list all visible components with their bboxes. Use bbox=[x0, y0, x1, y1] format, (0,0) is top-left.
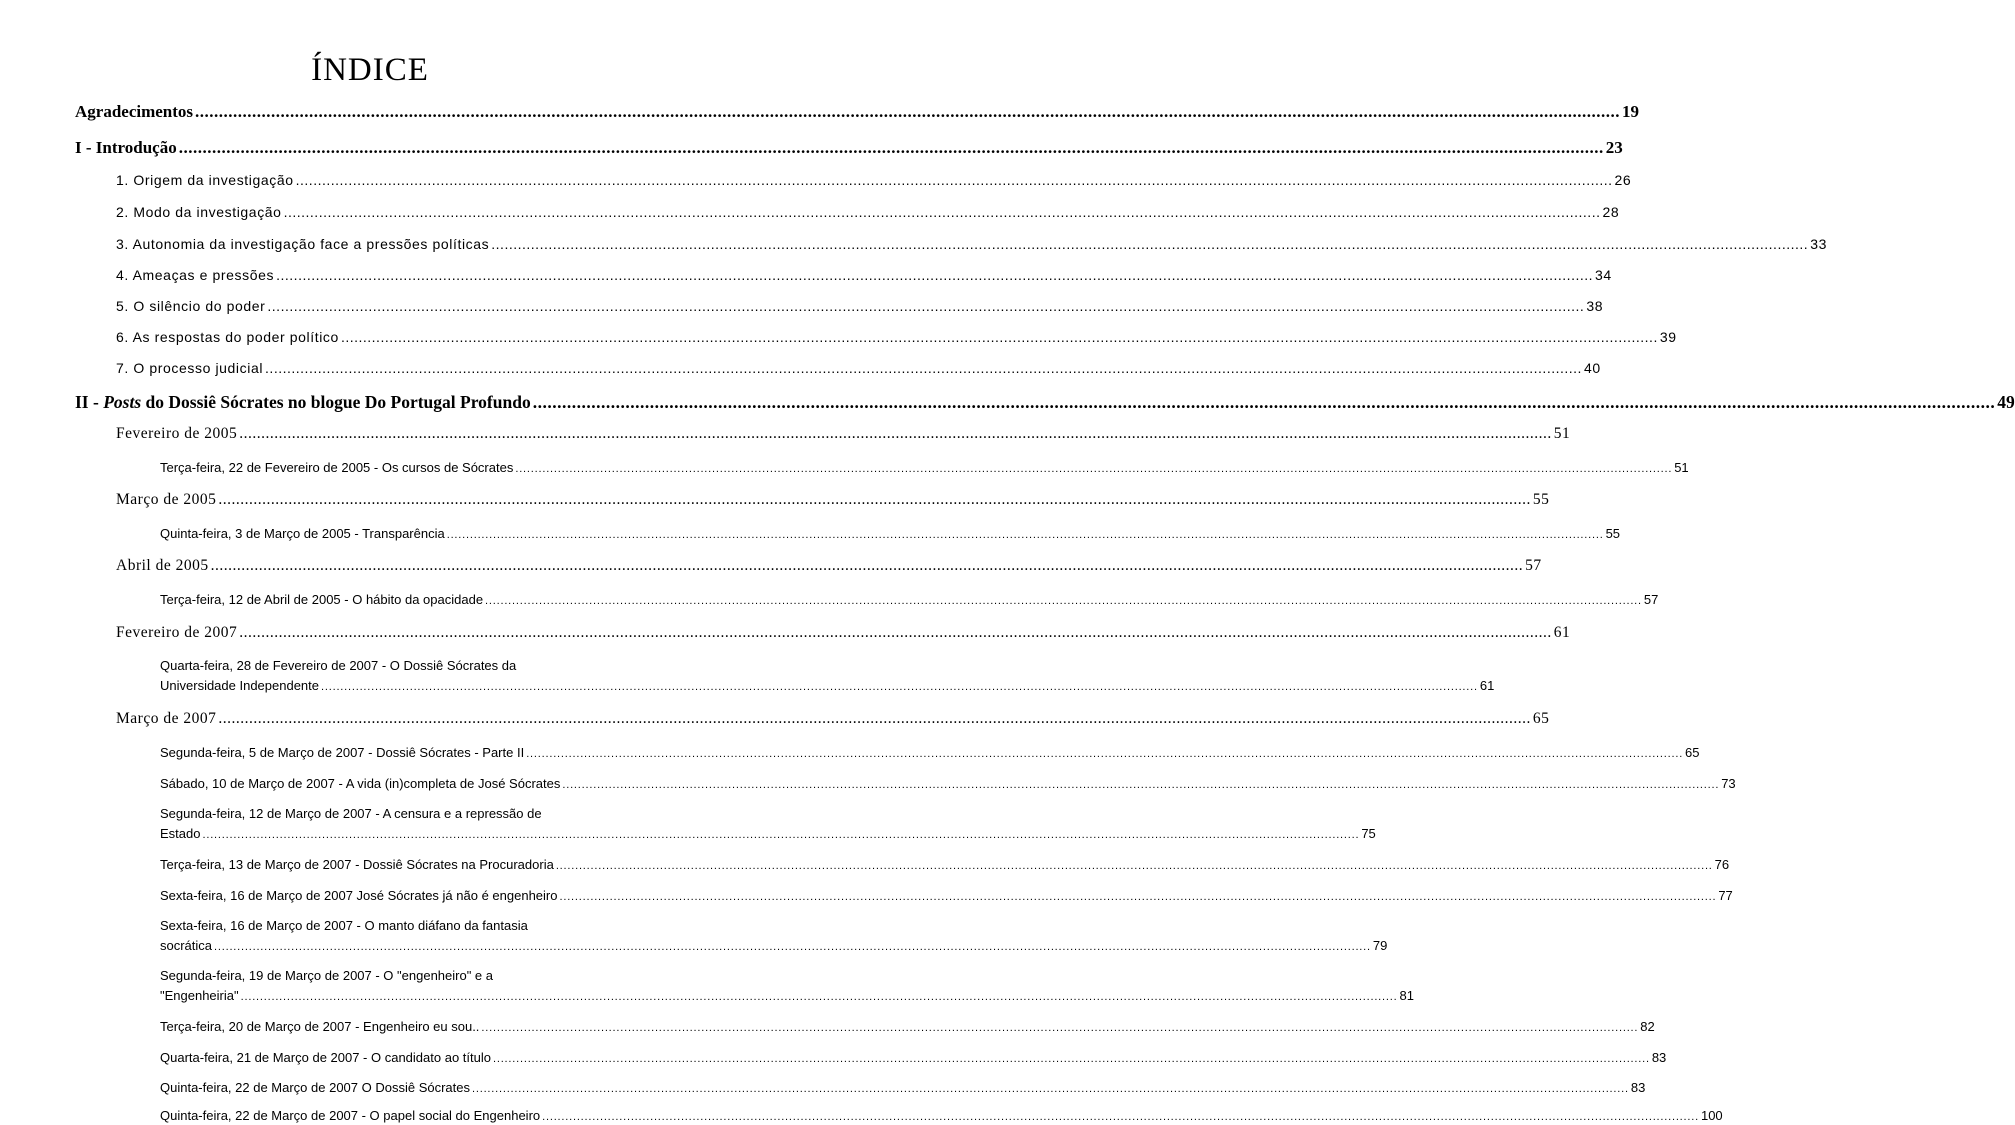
toc-entry-6[interactable]: 6. As respostas do poder político ............................................................................................................................................................................................................................................................................................................ 39 bbox=[116, 329, 1677, 345]
toc-entry-3[interactable]: 3. Autonomia da investigação face a pressões políticas ............................................................................................................................................................................................................................................................................................................ 33 bbox=[116, 236, 1827, 252]
toc-entry-page: 65 bbox=[1532, 710, 1550, 727]
toc-entry-page: 38 bbox=[1586, 298, 1604, 314]
toc-entry-page: 83 bbox=[1630, 1080, 1646, 1095]
toc-post[interactable]: socrática ............................................................................................................................................................................................................................................................................................................ 79 bbox=[160, 938, 1388, 953]
toc-post[interactable]: Terça-feira, 20 de Março de 2007 - Engenheiro eu sou.. ............................................................................................................................................................................................................................................................................................................ 82 bbox=[160, 1019, 1655, 1034]
toc-entry-label: Fevereiro de 2005 bbox=[116, 425, 238, 442]
toc-post[interactable]: Sábado, 10 de Março de 2007 - A vida (in)completa de José Sócrates ............................................................................................................................................................................................................................................................................................................ 73 bbox=[160, 776, 1736, 791]
toc-entry-label: 5. O silêncio do poder bbox=[116, 298, 266, 314]
toc-post[interactable]: Terça-feira, 22 de Fevereiro de 2005 - Os cursos de Sócrates ............................................................................................................................................................................................................................................................................................................ 51 bbox=[160, 460, 1689, 475]
toc-entry-label: Terça-feira, 13 de Março de 2007 - Dossiê Sócrates na Procuradoria bbox=[160, 857, 554, 872]
toc-entry-page: 55 bbox=[1532, 491, 1550, 508]
toc-post[interactable]: Segunda-feira, 5 de Março de 2007 - Dossiê Sócrates - Parte II ............................................................................................................................................................................................................................................................................................................ 65 bbox=[160, 745, 1700, 760]
toc-entry-4[interactable]: 4. Ameaças e pressões ............................................................................................................................................................................................................................................................................................................ 34 bbox=[116, 267, 1612, 283]
toc-post-line1[interactable]: Segunda-feira, 12 de Março de 2007 - A censura e a repressão de bbox=[160, 806, 542, 821]
toc-entry-label: Abril de 2005 bbox=[116, 557, 209, 574]
toc-entry-1[interactable]: 1. Origem da investigação ............................................................................................................................................................................................................................................................................................................ 26 bbox=[116, 172, 1632, 188]
toc-entry-label: Quinta-feira, 22 de Março de 2007 O Dossiê Sócrates bbox=[160, 1080, 470, 1095]
toc-entry-page: 57 bbox=[1643, 592, 1659, 607]
toc-entry-label: Quarta-feira, 21 de Março de 2007 - O candidato ao título bbox=[160, 1050, 491, 1065]
toc-entry-page: 100 bbox=[1700, 1108, 1723, 1123]
toc-entry-label: "Engenheiria" bbox=[160, 988, 239, 1003]
toc-entry-label: Terça-feira, 20 de Março de 2007 - Engenheiro eu sou.. bbox=[160, 1019, 480, 1034]
toc-entry-label: Março de 2005 bbox=[116, 491, 217, 508]
toc-post[interactable]: Quinta-feira, 22 de Março de 2007 O Dossiê Sócrates ............................................................................................................................................................................................................................................................................................................ 83 bbox=[160, 1080, 1646, 1095]
toc-entry-page: 79 bbox=[1372, 938, 1388, 953]
toc-entry-page: 73 bbox=[1721, 776, 1736, 791]
toc-month-abr-2005[interactable]: Abril de 2005 ............................................................................................................................................................................................................................................................................................................ 57 bbox=[116, 557, 1542, 574]
toc-entry-part-ii[interactable]: II - Posts do Dossiê Sócrates no blogue Do Portugal Profundo ............................................................................................................................................................................................................................................................................................................ 49 bbox=[75, 392, 2015, 412]
toc-entry-page: 34 bbox=[1595, 267, 1612, 283]
toc-entry-page: 55 bbox=[1605, 526, 1621, 541]
toc-entry-page: 65 bbox=[1685, 745, 1700, 760]
toc-entry-label: 1. Origem da investigação bbox=[116, 172, 294, 188]
toc-entry-page: 28 bbox=[1602, 204, 1620, 220]
toc-entry-label: Fevereiro de 2007 bbox=[116, 624, 238, 641]
toc-post[interactable]: Universidade Independente ............................................................................................................................................................................................................................................................................................................ 61 bbox=[160, 678, 1495, 693]
toc-entry-label: 2. Modo da investigação bbox=[116, 204, 282, 220]
toc-post-line1[interactable]: Quarta-feira, 28 de Fevereiro de 2007 - O Dossiê Sócrates da bbox=[160, 658, 517, 673]
toc-entry-label: I - Introdução bbox=[75, 138, 177, 157]
toc-entry-label: Universidade Independente bbox=[160, 678, 320, 693]
toc-entry-page: 61 bbox=[1553, 624, 1571, 641]
toc-entry-page: 23 bbox=[1605, 138, 1623, 157]
toc-month-fev-2005[interactable]: Fevereiro de 2005 ............................................................................................................................................................................................................................................................................................................ 51 bbox=[116, 425, 1571, 442]
toc-post[interactable]: Quarta-feira, 21 de Março de 2007 - O candidato ao título ............................................................................................................................................................................................................................................................................................................ 83 bbox=[160, 1050, 1667, 1065]
toc-post[interactable]: Quinta-feira, 22 de Março de 2007 - O papel social do Engenheiro ............................................................................................................................................................................................................................................................................................................ 100 bbox=[160, 1108, 1723, 1123]
toc-entry-page: 19 bbox=[1622, 102, 1640, 121]
toc-entry-page: 61 bbox=[1479, 678, 1495, 693]
toc-month-fev-2007[interactable]: Fevereiro de 2007 ............................................................................................................................................................................................................................................................................................................ 61 bbox=[116, 624, 1571, 641]
toc-entry-5[interactable]: 5. O silêncio do poder ............................................................................................................................................................................................................................................................................................................ 38 bbox=[116, 298, 1604, 314]
toc-entry-label: Estado bbox=[160, 826, 201, 841]
toc-post[interactable]: Terça-feira, 12 de Abril de 2005 - O hábito da opacidade ............................................................................................................................................................................................................................................................................................................ 57 bbox=[160, 592, 1659, 607]
toc-entry-agradecimentos[interactable]: Agradecimentos ............................................................................................................................................................................................................................................................................................................ 19 bbox=[75, 102, 1640, 121]
toc-entry-label: Agradecimentos bbox=[75, 102, 194, 121]
toc-entry-page: 83 bbox=[1651, 1050, 1667, 1065]
toc-entry-label: 3. Autonomia da investigação face a pressões políticas bbox=[116, 236, 490, 252]
toc-post-line1[interactable]: Segunda-feira, 19 de Março de 2007 - O "engenheiro" e a bbox=[160, 968, 494, 983]
toc-post[interactable]: Quinta-feira, 3 de Março de 2005 - Transparência ............................................................................................................................................................................................................................................................................................................ 55 bbox=[160, 526, 1621, 541]
toc-entry-page: 49 bbox=[1997, 392, 2015, 412]
toc-entry-page: 76 bbox=[1714, 857, 1730, 872]
toc-entry-label: 7. O processo judicial bbox=[116, 360, 264, 376]
toc-entry-page: 82 bbox=[1640, 1019, 1655, 1034]
toc-post[interactable]: Terça-feira, 13 de Março de 2007 - Dossiê Sócrates na Procuradoria ............................................................................................................................................................................................................................................................................................................ 76 bbox=[160, 857, 1730, 872]
toc-entry-page: 33 bbox=[1810, 236, 1827, 252]
toc-post[interactable]: "Engenheiria" ............................................................................................................................................................................................................................................................................................................ 81 bbox=[160, 988, 1414, 1003]
toc-entry-page: 57 bbox=[1525, 557, 1542, 574]
toc-entry-label: Sábado, 10 de Março de 2007 - A vida (in)completa de José Sócrates bbox=[160, 776, 561, 791]
toc-entry-label: 6. As respostas do poder político bbox=[116, 329, 339, 345]
toc-entry-page: 77 bbox=[1718, 888, 1733, 903]
toc-entry-label: 4. Ameaças e pressões bbox=[116, 267, 275, 283]
toc-entry-2[interactable]: 2. Modo da investigação ............................................................................................................................................................................................................................................................................................................ 28 bbox=[116, 204, 1620, 220]
toc-entry-label: Terça-feira, 12 de Abril de 2005 - O hábito da opacidade bbox=[160, 592, 484, 607]
toc-entry-7[interactable]: 7. O processo judicial ............................................................................................................................................................................................................................................................................................................ 40 bbox=[116, 360, 1601, 376]
toc-post[interactable]: Estado ............................................................................................................................................................................................................................................................................................................ 75 bbox=[160, 826, 1376, 841]
toc-entry-page: 75 bbox=[1361, 826, 1376, 841]
toc-entry-label: Março de 2007 bbox=[116, 710, 217, 727]
toc-entry-page: 40 bbox=[1583, 360, 1601, 376]
toc-entry-label: Segunda-feira, 5 de Março de 2007 - Dossiê Sócrates - Parte II bbox=[160, 745, 525, 760]
toc-entry-label: socrática bbox=[160, 938, 213, 953]
toc-entry-label: Terça-feira, 22 de Fevereiro de 2005 - Os cursos de Sócrates bbox=[160, 460, 514, 475]
toc-entry-page: 81 bbox=[1399, 988, 1414, 1003]
toc-entry-introducao[interactable]: I - Introdução ............................................................................................................................................................................................................................................................................................................ 23 bbox=[75, 138, 1623, 157]
toc-month-mar-2007[interactable]: Março de 2007 ............................................................................................................................................................................................................................................................................................................ 65 bbox=[116, 710, 1550, 727]
toc-post[interactable]: Sexta-feira, 16 de Março de 2007 José Sócrates já não é engenheiro ............................................................................................................................................................................................................................................................................................................ 77 bbox=[160, 888, 1733, 903]
toc-entry-page: 51 bbox=[1553, 425, 1571, 442]
toc-post-line1[interactable]: Sexta-feira, 16 de Março de 2007 - O manto diáfano da fantasia bbox=[160, 918, 528, 933]
toc-entry-label: Quinta-feira, 3 de Março de 2005 - Transparência bbox=[160, 526, 445, 541]
toc-month-mar-2005[interactable]: Março de 2005 ............................................................................................................................................................................................................................................................................................................ 55 bbox=[116, 491, 1550, 508]
page-title: ÍNDICE bbox=[311, 52, 429, 88]
toc-entry-label: Sexta-feira, 16 de Março de 2007 José Sócrates já não é engenheiro bbox=[160, 888, 558, 903]
toc-entry-label: II - Posts do Dossiê Sócrates no blogue Do Portugal Profundo bbox=[75, 392, 531, 412]
toc-entry-page: 39 bbox=[1659, 329, 1677, 345]
toc-entry-page: 51 bbox=[1674, 460, 1689, 475]
toc-entry-page: 26 bbox=[1614, 172, 1632, 188]
toc-entry-label: Quinta-feira, 22 de Março de 2007 - O papel social do Engenheiro bbox=[160, 1108, 541, 1123]
